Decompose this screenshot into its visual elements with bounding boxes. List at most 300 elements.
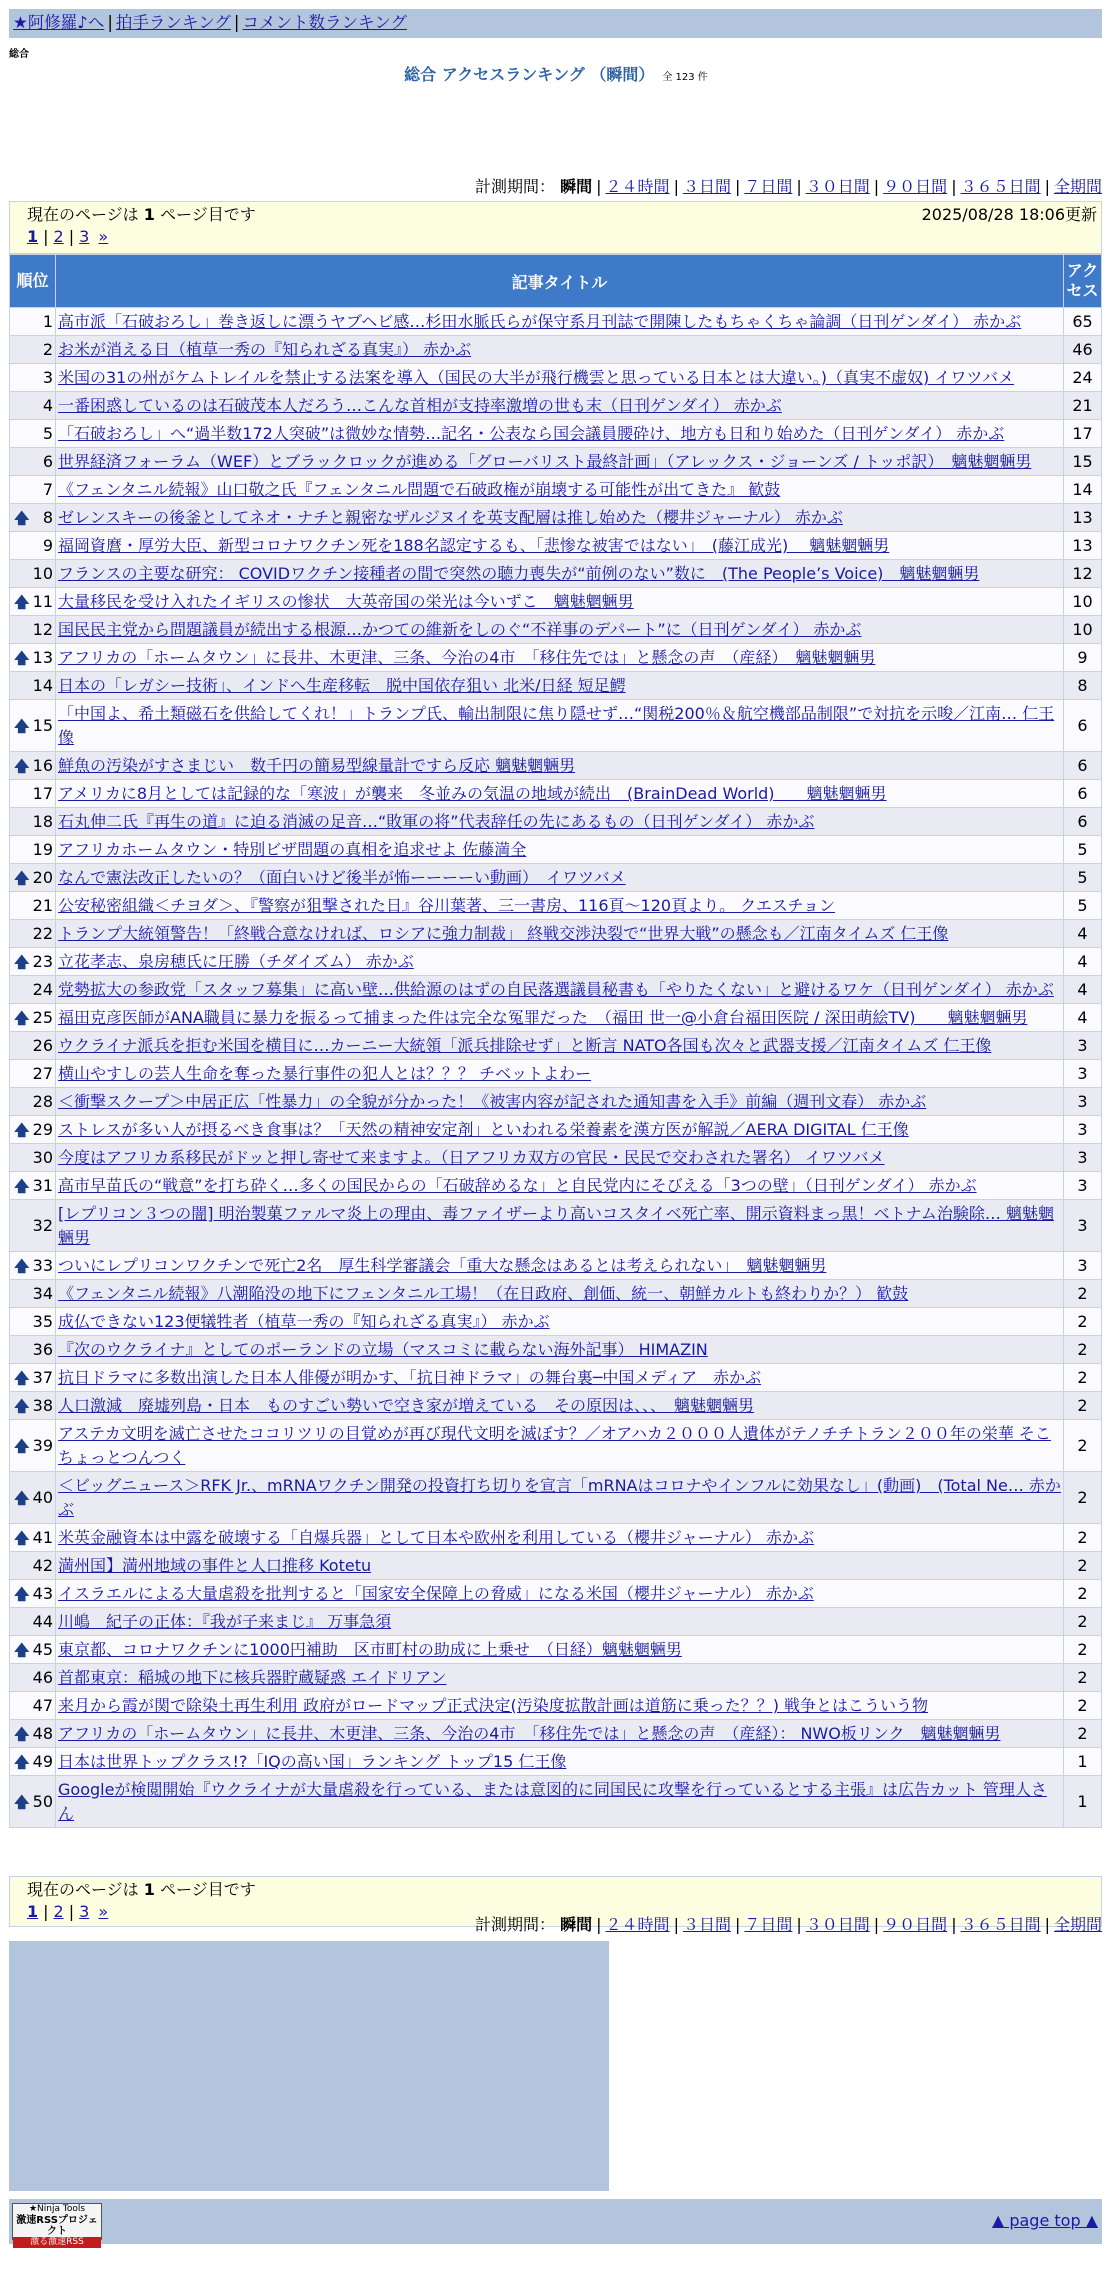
rank-cell [10,1524,56,1552]
rank-number: 43 [32,1584,53,1603]
article-title-link[interactable]: アフリカの「ホームタウン」に長井、木更津、三条、今治の4市 「移住先では」と懸念の声 （産経）： NWO板リンク 魑魅魍魎男 [58,1724,1001,1743]
table-row [10,1524,1102,1552]
title-cell [56,1252,1064,1280]
rank-up-icon: 🡅 [14,1585,30,1603]
rank-cell [10,1580,56,1608]
period-link[interactable]: ３０日間 [805,177,870,196]
nav-comment-ranking-link[interactable]: コメント数ランキング [242,13,407,32]
period-selector-bottom [475,1914,1102,1936]
title-cell [56,1720,1064,1748]
rank-number: 23 [32,952,53,971]
article-title-link[interactable]: ゼレンスキーの後釜としてネオ・ナチと親密なザルジヌイを英支配層は推し始めた（櫻井ジャーナル） 赤かぶ [58,508,843,527]
rank-number: 16 [32,756,53,775]
rank-cell [10,920,56,948]
access-count: 3 [1064,1116,1102,1144]
access-count: 2 [1064,1608,1102,1636]
article-title-link[interactable]: [レプリコン３つの闇] 明治製菓ファルマ炎上の理由、毒ファイザーより高いコスタイベ死亡率、開示資料まっ黒！ベトナム治験除… 魑魅魍魎男 [58,1204,1054,1247]
total-count: 全 123 件 [662,72,708,83]
rank-number: 19 [32,840,53,859]
article-title-link[interactable]: 福田克彦医師がANA職員に暴力を振るって捕まった件は完全な冤罪だった （福田 世一@小倉台福田医院 / 深田萌絵TV) 魑魅魍魎男 [58,1008,1028,1027]
title-cell [56,1580,1064,1608]
article-title-link[interactable]: お米が消える日（植草一秀の『知られざる真実』） 赤かぶ [58,340,472,359]
logo-line-2: 激速RSSプロジェクト [16,2215,98,2237]
column-header-count: アクセス [1064,255,1102,308]
table-row [10,780,1102,808]
period-link[interactable]: ３日間 [682,1915,731,1934]
period-link[interactable]: 全期間 [1053,1915,1102,1934]
rank-number: 4 [42,396,53,415]
rank-cell [10,1280,56,1308]
access-count: 2 [1064,1308,1102,1336]
rank-cell [10,392,56,420]
article-title-link[interactable]: 「中国よ、希土類磁石を供給してくれ！」トランプ氏、輸出制限に焦り隠せず…“関税200％＆航空機部品制限”で対抗を示唆／江南… 仁王像 [58,704,1055,747]
table-row [10,1636,1102,1664]
period-label: 計測期間： [475,1915,556,1934]
rank-up-icon: 🡅 [14,1793,30,1811]
rank-number: 29 [32,1120,53,1139]
access-count: 13 [1064,504,1102,532]
rank-number: 40 [32,1488,53,1507]
period-link[interactable]: ３０日間 [805,1915,870,1934]
title-cell [56,644,1064,672]
pager-next-link[interactable]: » [98,1902,109,1921]
article-title-link[interactable]: 人口激減 廃墟列島・日本 ものすごい勢いで空き家が増えている その原因は、、、 魑魅魍魎男 [58,1396,755,1415]
table-row [10,308,1102,336]
article-title-link[interactable]: 党勢拡大の参政党「スタッフ募集」に高い壁…供給源のはずの自民落選議員秘書も「やりたくない」と避けるワケ（日刊ゲンダイ） 赤かぶ [58,980,1054,999]
article-title-link[interactable]: 抗日ドラマに多数出演した日本人俳優が明かす、「抗日神ドラマ」の舞台裏─中国メディア 赤かぶ [58,1368,762,1387]
rank-cell [10,836,56,864]
period-link[interactable]: 全期間 [1053,177,1102,196]
table-row [10,588,1102,616]
access-count: 3 [1064,1144,1102,1172]
pager-page-link[interactable]: 1 [27,1902,39,1921]
article-title-link[interactable]: ＜衝撃スクープ＞中居正広「性暴力」の全貌が分かった！《被害内容が記された通知書を入手》前編（週刊文春） 赤かぶ [58,1092,927,1111]
pager-next-link[interactable]: » [98,227,109,246]
rank-cell [10,476,56,504]
rank-number: 7 [42,480,53,499]
period-selector-top [475,176,1102,198]
title-cell [56,1088,1064,1116]
period-link[interactable]: ２４時間 [605,177,670,196]
access-count: 21 [1064,392,1102,420]
title-cell [56,1060,1064,1088]
access-count: 46 [1064,336,1102,364]
article-title-link[interactable]: 来月から霞が関で除染土再生利用 政府がロードマップ正式決定(汚染度拡散計画は道筋に乗った？？) 戦争とはこういう物 [58,1696,929,1715]
access-count: 8 [1064,672,1102,700]
footer [9,2199,1102,2247]
ranking-table [9,254,1102,1828]
article-title-link[interactable]: 満州国】満州地域の事件と人口推移 Kotetu [58,1556,372,1575]
period-link[interactable]: ３日間 [682,177,731,196]
rank-cell [10,1392,56,1420]
access-count: 2 [1064,1580,1102,1608]
rank-number: 32 [32,1216,53,1235]
access-count: 6 [1064,808,1102,836]
title-cell [56,976,1064,1004]
period-link[interactable]: ３６５日間 [960,177,1041,196]
rank-cell [10,1420,56,1472]
article-title-link[interactable]: 高市派「石破おろし」巻き返しに漂うヤブヘビ感…杉田水脈氏らが保守系月刊誌で開陳したもちゃくちゃ論調（日刊ゲンダイ） 赤かぶ [58,312,1022,331]
rank-number: 12 [32,620,53,639]
table-row [10,1200,1102,1252]
rank-cell [10,1552,56,1580]
rank-cell [10,808,56,836]
table-row [10,1472,1102,1524]
access-count: 6 [1064,752,1102,780]
category-label: 総合 [9,49,29,60]
article-title-link[interactable]: 東京都、コロナワクチンに1000円補助 区市町村の助成に上乗せ （日経）魑魅魍魎男 [58,1640,682,1659]
title-cell [56,1524,1064,1552]
access-count: 6 [1064,700,1102,752]
access-count: 65 [1064,308,1102,336]
access-count: 2 [1064,1552,1102,1580]
article-title-link[interactable]: 福岡資麿・厚労大臣、新型コロナワクチン死を188名認定するも、「悲惨な被害ではない」 (藤江成光) 魑魅魍魎男 [58,536,890,555]
article-title-link[interactable]: ついにレプリコンワクチンで死亡2名 厚生科学審議会「重大な懸念はあるとは考えられない」 魑魅魍魎男 [58,1256,827,1275]
period-link[interactable]: ７日間 [744,177,793,196]
table-row [10,448,1102,476]
period-link[interactable]: ２４時間 [605,1915,670,1934]
article-title-link[interactable]: 《フェンタニル続報》山口敬之氏『フェンタニル問題で石破政権が崩壊する可能性が出てきた』 歓鼓 [58,480,781,499]
article-title-link[interactable]: アフリカの「ホームタウン」に長井、木更津、三条、今治の4市 「移住先では」と懸念の声 （産経） 魑魅魍魎男 [58,648,876,667]
pager-suffix: ページ目です [160,205,256,224]
pager-links [27,226,1101,248]
table-row [10,1420,1102,1472]
article-title-link[interactable]: 今度はアフリカ系移民がドッと押し寄せて来ますよ。（日アフリカ双方の官民・民民で交わされた署名） イワツバメ [58,1148,885,1167]
rank-up-icon: 🡅 [14,1369,30,1387]
access-count: 24 [1064,364,1102,392]
title-cell [56,1144,1064,1172]
title-cell [56,920,1064,948]
rank-cell [10,1776,56,1828]
article-title-link[interactable]: 立花孝志、泉房穂氏に圧勝（チダイズム） 赤かぶ [58,952,414,971]
pager-sep: | [68,227,75,246]
title-cell [56,1004,1064,1032]
access-count: 14 [1064,476,1102,504]
rank-number: 25 [32,1008,53,1027]
access-count: 9 [1064,644,1102,672]
ad-banner[interactable] [9,1941,609,2191]
rank-up-icon: 🡅 [14,1437,30,1455]
title-cell [56,892,1064,920]
article-title-link[interactable]: アフリカホームタウン・特別ビザ問題の真相を追求せよ 佐藤満全 [58,840,527,859]
rank-cell [10,1116,56,1144]
rank-number: 33 [32,1256,53,1275]
article-title-link[interactable]: ウクライナ派兵を拒む米国を横目に…カーニー大統領「派兵排除せず」と断言 NATO各国も次々と武器支援／江南タイムズ 仁王像 [58,1036,992,1055]
pager-page-number: 1 [143,1880,155,1899]
pager-page-link[interactable]: 3 [79,227,90,246]
pager-page-number: 1 [143,205,155,224]
rank-number: 3 [42,368,53,387]
article-title-link[interactable]: 世界経済フォーラム（WEF）とブラックロックが進める「グローバリスト最終計画」（アレックス・ジョーンズ / トッポ訳） 魑魅魍魎男 [58,452,1032,471]
access-count: 10 [1064,616,1102,644]
nav-sep: | [107,13,113,32]
article-title-link[interactable]: 国民民主党から問題議員が続出する根源…かつての維新をしのぐ“不祥事のデパート”に（日刊ゲンダイ） 赤かぶ [58,620,862,639]
rank-number: 50 [32,1792,53,1811]
period-link[interactable]: ９０日間 [883,1915,948,1934]
article-title-link[interactable]: ＜ビッグニュース＞RFK Jr.、mRNAワクチン開発の投資打ち切りを宣言「mRNAはコロナやインフルに効果なし」(動画) (Total Ne… 赤かぶ [58,1476,1061,1519]
rank-number: 27 [32,1064,53,1083]
rank-number: 36 [32,1340,53,1359]
title-cell [56,864,1064,892]
rank-up-icon: 🡅 [14,1177,30,1195]
access-count: 3 [1064,1060,1102,1088]
rank-number: 22 [32,924,53,943]
rank-number: 44 [32,1612,53,1631]
title-cell [56,1748,1064,1776]
article-title-link[interactable]: 日本の「レガシー技術」、インドへ生産移転 脱中国依存狙い 北米/日経 短足鰐 [58,676,626,695]
rank-cell [10,700,56,752]
title-cell [56,1336,1064,1364]
rank-cell [10,504,56,532]
table-row [10,864,1102,892]
title-cell [56,672,1064,700]
period-sep: | [673,1915,679,1934]
article-title-link[interactable]: 《フェンタニル続報》八潮陥没の地下にフェンタニル工場！（在日政府、創価、統一、朝鮮カルトも終わりか？） 歓鼓 [58,1284,909,1303]
article-title-link[interactable]: Googleが検閲開始『ウクライナが大量虐殺を行っている、または意図的に同国民に攻撃を行っているとする主張』は広告カット 管理人さん [58,1780,1047,1823]
period-link[interactable]: ９０日間 [883,177,948,196]
rank-cell [10,1004,56,1032]
period-sep: | [951,1915,957,1934]
table-row [10,1144,1102,1172]
article-title-link[interactable]: 首都東京：稲城の地下に核兵器貯蔵疑惑 エイドリアン [58,1668,447,1687]
rank-cell [10,588,56,616]
table-row [10,1308,1102,1336]
article-title-link[interactable]: 高市早苗氏の“戦意”を打ち砕く…多くの国民からの「石破辞めるな」と自民党内にそびえる「3つの壁」（日刊ゲンダイ） 赤かぶ [58,1176,977,1195]
period-sep: | [1044,177,1050,196]
title-cell [56,700,1064,752]
rank-cell [10,420,56,448]
period-sep: | [873,177,880,196]
pager-page-link[interactable]: 1 [27,227,39,246]
title-cell [56,504,1064,532]
title-cell [56,808,1064,836]
period-sep: | [734,177,741,196]
table-row [10,1252,1102,1280]
table-row [10,1748,1102,1776]
rank-cell [10,532,56,560]
article-title-link[interactable]: イスラエルによる大量虐殺を批判すると「国家安全保障上の脅威」になる米国（櫻井ジャーナル） 赤かぶ [58,1584,814,1603]
title-cell [56,1608,1064,1636]
rank-up-icon: 🡅 [14,1725,30,1743]
pager-page-link[interactable]: 2 [53,227,64,246]
access-count: 2 [1064,1636,1102,1664]
period-link[interactable]: ３６５日間 [960,1915,1041,1934]
article-title-link[interactable]: フランスの主要な研究： COVIDワクチン接種者の間で突然の聴力喪失が“前例のない”数に (The People’s Voice) 魑魅魍魎男 [58,564,980,583]
top-nav [9,9,1102,38]
rank-cell [10,1364,56,1392]
table-row [10,1364,1102,1392]
rank-up-icon: 🡅 [14,1529,30,1547]
table-row [10,364,1102,392]
table-row [10,1336,1102,1364]
rank-up-icon: 🡅 [14,1397,30,1415]
updated-timestamp: 2025/08/28 18:06更新 [921,205,1097,224]
rank-up-icon: 🡅 [14,1641,30,1659]
rank-up-icon: 🡅 [14,1121,30,1139]
article-title-link[interactable]: アステカ文明を滅亡させたココリツリの目覚めが再び現代文明を滅ぼす？／オアハカ２０００人遺体がテノチチトラン２００年の栄華 そこちょっとつんつく [58,1424,1051,1467]
table-row [10,1692,1102,1720]
rank-cell [10,892,56,920]
access-count: 17 [1064,420,1102,448]
title-cell [56,1664,1064,1692]
rank-number: 21 [32,896,53,915]
table-row [10,1004,1102,1032]
access-count: 15 [1064,448,1102,476]
article-title-link[interactable]: 「石破おろし」へ“過半数172人突破”は微妙な情勢…記名・公表なら国会議員腰砕け、地方も日和り始めた（日刊ゲンダイ） 赤かぶ [58,424,1005,443]
rank-up-icon: 🡅 [14,869,30,887]
table-row [10,1060,1102,1088]
rank-cell [10,1608,56,1636]
title-cell [56,448,1064,476]
article-title-link[interactable]: アメリカに8月としては記録的な「寒波」が襲来 冬並みの気温の地域が続出 (BrainDead World) 魑魅魍魎男 [58,784,887,803]
pager-text: 現在のページは [27,205,139,224]
rank-cell [10,1032,56,1060]
rank-cell [10,644,56,672]
article-title-link[interactable]: 一番困惑しているのは石破茂本人だろう…こんな首相が支持率激増の世も末（日刊ゲンダイ） 赤かぶ [58,396,782,415]
logo-line-1: ★Ninja Tools [28,2204,86,2214]
page-top-link[interactable]: ▲ page top ▲ [991,2211,1098,2230]
nav-home-link[interactable]: ★阿修羅♪へ [13,13,105,32]
table-row [10,892,1102,920]
title-cell [56,1116,1064,1144]
rss-logo[interactable] [12,2203,102,2247]
title-cell [56,560,1064,588]
access-count: 3 [1064,1252,1102,1280]
access-count: 2 [1064,1692,1102,1720]
rank-cell [10,1720,56,1748]
article-title-link[interactable]: 公安秘密組織＜チヨダ＞、『警察が狙撃された日』谷川葉著、三一書房、116頁～120頁より。 クエスチョン [58,896,836,915]
title-cell [56,1552,1064,1580]
table-row [10,476,1102,504]
period-sep: | [796,177,802,196]
title-cell [56,616,1064,644]
pager-page-link[interactable]: 2 [53,1902,64,1921]
period-link[interactable]: ７日間 [744,1915,793,1934]
table-row [10,504,1102,532]
article-title-link[interactable]: トランプ大統領警告！「終戦合意なければ、ロシアに強力制裁」 終戦交渉決裂で“世界大戦”の懸念も／江南タイムズ 仁王像 [58,924,949,943]
rank-cell [10,976,56,1004]
title-cell [56,308,1064,336]
rank-cell [10,1748,56,1776]
rank-number: 2 [42,340,53,359]
article-title-link[interactable]: 大量移民を受け入れたイギリスの惨状 大英帝国の栄光は今いずこ 魑魅魍魎男 [58,592,634,611]
access-count: 4 [1064,920,1102,948]
pager-top [9,201,1102,254]
pager-sep: | [43,1902,49,1921]
table-row [10,392,1102,420]
rank-cell [10,1252,56,1280]
page-title [0,62,1112,85]
rank-number: 28 [32,1092,53,1111]
table-row [10,752,1102,780]
title-cell [56,1776,1064,1828]
rank-number: 17 [32,784,53,803]
pager-page-link[interactable]: 3 [79,1902,90,1921]
rank-cell [10,1336,56,1364]
rank-number: 6 [42,452,53,471]
access-count: 2 [1064,1420,1102,1472]
table-row [10,1608,1102,1636]
access-count: 5 [1064,864,1102,892]
access-count: 6 [1064,780,1102,808]
article-title-link[interactable]: 日本は世界トップクラス!?「IQの高い国」ランキング トップ15 仁王像 [58,1752,567,1771]
article-title-link[interactable]: 川嶋 紀子の正体：『我が子来まじ』 万事急須 [58,1612,392,1631]
period-current: 瞬間 [560,177,593,196]
article-title-link[interactable]: 米英金融資本は中露を破壊する「自爆兵器」として日本や欧州を利用している（櫻井ジャーナル） 赤かぶ [58,1528,814,1547]
period-sep: | [796,1915,802,1934]
access-count: 4 [1064,948,1102,976]
pager-suffix: ページ目です [160,1880,256,1899]
article-title-link[interactable]: なんで憲法改正したいの？（面白いけど後半が怖ーーーーい動画） イワツバメ [58,868,626,887]
rank-up-icon: 🡅 [14,1257,30,1275]
nav-sep: | [233,13,240,32]
article-title-link[interactable]: 石丸伸二氏『再生の道』に迫る消滅の足音…“敗軍の将”代表辞任の先にあるもの（日刊ゲンダイ） 赤かぶ [58,812,815,831]
rank-number: 48 [32,1724,53,1743]
rank-number: 1 [42,312,53,331]
access-count: 12 [1064,560,1102,588]
rank-cell [10,1308,56,1336]
rank-number: 24 [32,980,53,999]
rank-cell [10,864,56,892]
rank-cell [10,780,56,808]
title-cell [56,1200,1064,1252]
access-count: 2 [1064,1364,1102,1392]
rank-number: 42 [32,1556,53,1575]
article-title-link[interactable]: ストレスが多い人が摂るべき食事は？「天然の精神安定剤」といわれる栄養素を漢方医が解説／AERA DIGITAL 仁王像 [58,1120,909,1139]
title-cell [56,392,1064,420]
rank-cell [10,1636,56,1664]
rank-cell [10,1200,56,1252]
period-sep: | [673,177,679,196]
title-cell [56,1636,1064,1664]
title-cell [56,948,1064,976]
access-count: 3 [1064,1032,1102,1060]
rank-number: 49 [32,1752,53,1771]
pager-sep: | [68,1902,75,1921]
access-count: 2 [1064,1664,1102,1692]
rank-number: 46 [32,1668,53,1687]
article-title-link[interactable]: 横山やすしの芸人生命を奪った暴行事件の犯人とは？？？ チベットよわー [58,1064,592,1083]
period-sep: | [596,1915,602,1934]
article-title-link[interactable]: 鮮魚の汚染がすさまじい 数千円の簡易型線量計ですら反応 魑魅魍魎男 [58,756,576,775]
article-title-link[interactable]: 成仏できない123便犠牲者（植草一秀の『知られざる真実』） 赤かぶ [58,1312,550,1331]
rank-number: 41 [32,1528,53,1547]
article-title-link[interactable]: 米国の31の州がケムトレイルを禁止する法案を導入（国民の大半が飛行機雲と思っている日本とは大違い。)（真実不虚奴) イワツバメ [58,368,1015,387]
title-cell [56,420,1064,448]
page-title-text: 総合 アクセスランキング （瞬間） [404,65,655,84]
rank-number: 15 [32,716,53,735]
logo-line-3: 激る激速RSS [13,2237,101,2248]
access-count: 4 [1064,976,1102,1004]
table-row [10,976,1102,1004]
table-row [10,644,1102,672]
table-row [10,616,1102,644]
period-sep: | [873,1915,880,1934]
title-cell [56,780,1064,808]
article-title-link[interactable]: 『次のウクライナ』としてのポーランドの立場（マスコミに載らない海外記事） HIMAZIN [58,1340,708,1359]
rank-number: 9 [42,536,53,555]
table-row [10,808,1102,836]
table-row [10,672,1102,700]
table-row [10,836,1102,864]
title-cell [56,1472,1064,1524]
column-header-rank: 順位 [10,255,56,308]
access-count: 10 [1064,588,1102,616]
access-count: 2 [1064,1336,1102,1364]
rank-number: 5 [42,424,53,443]
table-row [10,420,1102,448]
nav-clap-ranking-link[interactable]: 拍手ランキング [115,13,231,32]
